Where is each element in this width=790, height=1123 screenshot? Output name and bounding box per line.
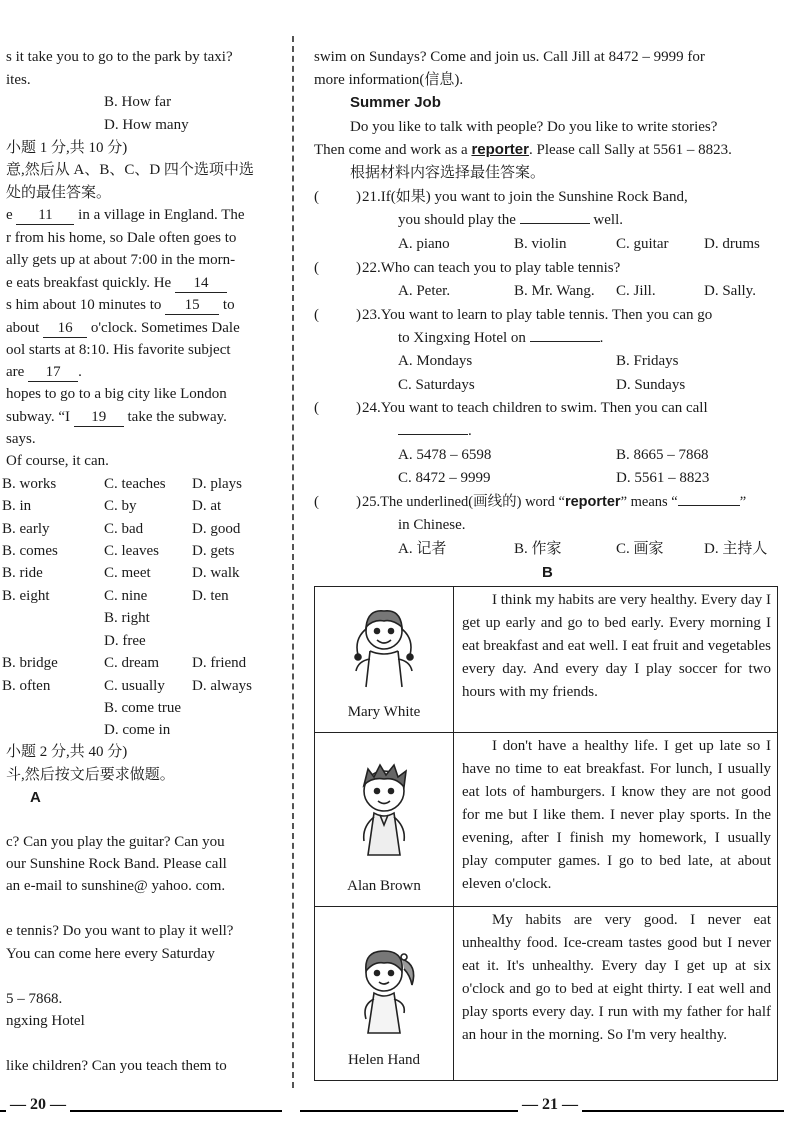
question-25: 25.The underlined(画线的) word “reporter” means “ ”: [362, 494, 747, 510]
passage-line: ngxing Hotel: [6, 1013, 85, 1029]
answer-paren: (: [314, 260, 319, 276]
underlined-word: reporter: [471, 141, 529, 158]
option: D. always: [192, 678, 252, 694]
option: C. usually: [104, 678, 165, 694]
girl-braids-icon: [344, 599, 424, 691]
person-name: Helen Hand: [347, 1052, 421, 1068]
option: B. Mr. Wang.: [514, 283, 595, 299]
left-page: [0, 0, 282, 1123]
question-22: 22.Who can teach you to play table tennis?: [362, 260, 621, 276]
passage-line: Then come and work as a reporter. Please call Sally at 5561 – 8823.: [314, 141, 732, 158]
option: D. free: [104, 633, 146, 649]
section-label-b: B: [542, 564, 553, 581]
portrait-cell: [315, 587, 454, 733]
passage-line: Of course, it can.: [6, 453, 109, 469]
answer-blank: [520, 223, 590, 224]
habit-text: I don't have a healthy life. I get up late so I have no time to eat breakfast. For lunch, I usually eat lots of hamburgers. I know they are not good for me but I like them. I never play sports. In the evening, after I finish my homework, I usually play computer games. I go to bed late, at about eleven o'clock.: [454, 733, 778, 907]
option: D. good: [192, 521, 241, 537]
option: A. Mondays: [398, 353, 473, 369]
passage-line: 5 – 7868.: [6, 991, 63, 1007]
answer-paren: ): [356, 260, 361, 276]
question-line: in Chinese.: [398, 517, 466, 533]
instruction: 意,然后从 A、B、C、D 四个选项中选: [6, 162, 254, 178]
table-row: [315, 587, 778, 733]
instruction: 根据材料内容选择最佳答案。: [350, 165, 546, 181]
section-heading: 小题 2 分,共 40 分): [6, 744, 128, 760]
person-name: Alan Brown: [347, 878, 421, 894]
option: B. ride: [2, 565, 43, 581]
passage-line: e eats breakfast quickly. He 14: [6, 273, 227, 293]
option: C. 画家: [616, 541, 664, 557]
passage-line: ally gets up at about 7:00 in the morn-: [6, 252, 236, 268]
option: C. leaves: [104, 543, 159, 559]
table-row: [315, 733, 778, 907]
option: D. ten: [192, 588, 229, 604]
option: D. Sundays: [616, 377, 686, 393]
question-24: 24.You want to teach children to swim. Then you can call: [362, 400, 708, 416]
page-number: — 21 —: [518, 1096, 582, 1114]
text-line: ites.: [6, 72, 31, 88]
question-line: .: [398, 421, 472, 441]
summer-job-title: Summer Job: [350, 94, 441, 111]
option: D. drums: [704, 236, 760, 252]
passage-line: r from his home, so Dale often goes to: [6, 230, 237, 246]
option: C. meet: [104, 565, 151, 581]
option: A. 记者: [398, 541, 447, 557]
habit-text: My habits are very good. I never eat unhealthy food. Ice-cream tastes good but I never eat it. It's unhealthy. Every day I get up at six o'clock and go to bed at eight thirty. I eat well and play sports every day. I run with my father for half an hour in the morning. So I'm very healthy.: [454, 907, 778, 1081]
option: D. at: [192, 498, 222, 514]
option: C. 8472 – 9999: [398, 470, 491, 486]
passage-line: are 17 .: [6, 364, 82, 380]
quoted-word: reporter: [564, 494, 621, 510]
question-line: to Xingxing Hotel on .: [398, 330, 604, 346]
answer-paren: ): [356, 307, 361, 323]
table-row: [315, 907, 778, 1081]
passage-line: e tennis? Do you want to play it well?: [6, 923, 234, 939]
option: D. Sally.: [704, 283, 756, 299]
passage-line: ool starts at 8:10. His favorite subject: [6, 342, 231, 358]
option: D. come in: [104, 722, 171, 738]
option: B. early: [2, 521, 50, 537]
passage-line: like children? Can you teach them to: [6, 1058, 227, 1074]
passage-line: an e-mail to sunshine@ yahoo. com.: [6, 878, 226, 894]
option: B. comes: [2, 543, 58, 559]
answer-paren: (: [314, 400, 319, 416]
column-divider: [292, 36, 294, 1088]
passage-line: more information(信息).: [314, 72, 464, 88]
question-21: 21.If(如果) you want to join the Sunshine Rock Band,: [362, 189, 688, 205]
option: D. 主持人: [704, 541, 768, 557]
answer-blank: 16: [43, 319, 87, 338]
option: B. eight: [2, 588, 50, 604]
answer-paren: (: [314, 494, 319, 510]
page-number: — 20 —: [6, 1096, 70, 1114]
option: B. violin: [514, 236, 567, 252]
instruction: 斗,然后按文后要求做题。: [6, 767, 175, 783]
passage-line: swim on Sundays? Come and join us. Call Jill at 8472 – 9999 for: [314, 49, 705, 65]
passage-line: You can come here every Saturday: [6, 946, 215, 962]
option: A. 5478 – 6598: [398, 447, 492, 463]
instruction: 处的最佳答案。: [6, 185, 112, 201]
passage-line: our Sunshine Rock Band. Please call: [6, 856, 227, 872]
answer-blank: [678, 505, 740, 506]
option: B. Fridays: [616, 353, 679, 369]
passage-line: e 11 in a village in England. The: [6, 207, 245, 223]
answer-paren: (: [314, 189, 319, 205]
option: C. teaches: [104, 476, 166, 492]
answer-paren: ): [356, 189, 361, 205]
answer-blank: 11: [16, 206, 74, 225]
option: D. plays: [192, 476, 242, 492]
habits-table: [314, 586, 778, 1081]
answer-blank: 19: [74, 408, 124, 427]
option: C. bad: [104, 521, 144, 537]
passage-line: says.: [6, 431, 36, 447]
option: B. often: [2, 678, 51, 694]
passage-line: subway. “I 19 take the subway.: [6, 409, 227, 425]
portrait-cell: [315, 907, 454, 1081]
option: C. Jill.: [616, 283, 656, 299]
option: C. guitar: [616, 236, 669, 252]
passage-line: Do you like to talk with people? Do you like to write stories?: [350, 119, 718, 135]
option: B. bridge: [2, 655, 58, 671]
habit-text: I think my habits are very healthy. Every day I get up early and go to bed early. Every morning I eat breakfast and eat well. I eat fruit and vegetables every day. And every day I play soccer for two hours with my friends.: [454, 587, 778, 733]
option: A. piano: [398, 236, 450, 252]
person-name: Mary White: [347, 704, 421, 720]
option: C. nine: [104, 588, 148, 604]
boy-icon: [344, 755, 424, 865]
text-line: s it take you to go to the park by taxi?: [6, 49, 233, 65]
answer-blank: 15: [165, 296, 219, 315]
answer-blank: [530, 341, 600, 342]
option: B. How far: [104, 94, 172, 110]
option: B. in: [2, 498, 32, 514]
option: B. right: [104, 610, 150, 626]
option: D. How many: [104, 117, 189, 133]
passage-line: c? Can you play the guitar? Can you: [6, 834, 225, 850]
portrait-cell: [315, 733, 454, 907]
option: D. friend: [192, 655, 247, 671]
option: C. by: [104, 498, 137, 514]
passage-line: hopes to go to a big city like London: [6, 386, 227, 402]
section-heading: 小题 1 分,共 10 分): [6, 140, 128, 156]
answer-blank: 14: [175, 274, 227, 293]
girl-ponytail-icon: [344, 939, 424, 1039]
option: B. 作家: [514, 541, 562, 557]
answer-blank: [398, 434, 468, 435]
option: A. Peter.: [398, 283, 451, 299]
answer-blank: 17: [28, 363, 78, 382]
question-23: 23.You want to learn to play table tennis. Then you can go: [362, 307, 713, 323]
option: D. 5561 – 8823: [616, 470, 710, 486]
option: B. 8665 – 7868: [616, 447, 709, 463]
section-label: A: [30, 789, 41, 806]
option: C. dream: [104, 655, 159, 671]
answer-paren: (: [314, 307, 319, 323]
option: B. come true: [104, 700, 182, 716]
passage-line: about 16 o'clock. Sometimes Dale: [6, 320, 240, 336]
question-line: you should play the well.: [398, 212, 623, 228]
option: D. walk: [192, 565, 240, 581]
option: D. gets: [192, 543, 235, 559]
answer-paren: ): [356, 400, 361, 416]
option: B. works: [2, 476, 57, 492]
passage-line: s him about 10 minutes to 15 to: [6, 297, 235, 313]
option: C. Saturdays: [398, 377, 475, 393]
answer-paren: ): [356, 494, 361, 510]
